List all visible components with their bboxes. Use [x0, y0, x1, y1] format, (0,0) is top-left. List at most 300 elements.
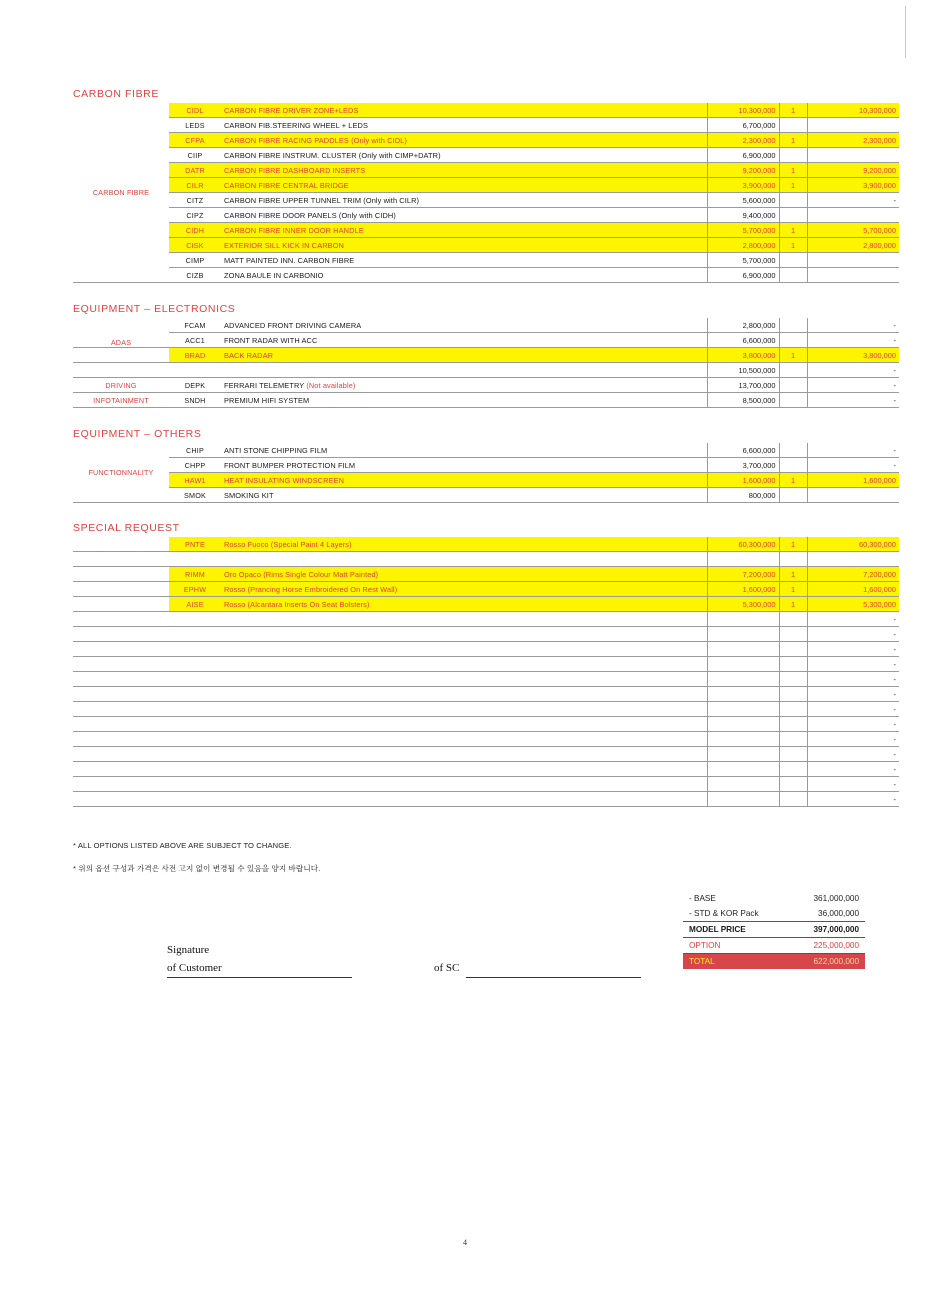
summary-value: 225,000,000 — [790, 938, 865, 954]
option-price — [707, 792, 779, 807]
option-price — [707, 627, 779, 642]
option-price: 6,600,000 — [707, 333, 779, 348]
option-price: 3,800,000 — [707, 348, 779, 363]
option-qty — [779, 612, 807, 627]
option-qty — [779, 777, 807, 792]
option-total: - — [807, 458, 899, 473]
option-price: 9,400,000 — [707, 208, 779, 223]
table-row[interactable] — [73, 612, 899, 627]
table-row[interactable] — [73, 687, 899, 702]
option-desc — [221, 552, 707, 567]
group-label-empty — [73, 363, 169, 378]
option-code: HAW1 — [169, 473, 221, 488]
option-desc — [221, 627, 707, 642]
option-price — [707, 762, 779, 777]
signature-line-customer[interactable] — [167, 977, 352, 978]
options-table-special-request — [73, 537, 899, 807]
option-qty — [779, 443, 807, 458]
option-price: 5,700,000 — [707, 253, 779, 268]
group-label-empty — [73, 612, 169, 627]
option-qty — [779, 363, 807, 378]
option-desc — [221, 732, 707, 747]
option-price — [707, 687, 779, 702]
option-total: 9,200,000 — [807, 163, 899, 178]
group-label-empty — [73, 552, 169, 567]
table-row[interactable] — [73, 223, 899, 238]
option-price: 5,300,000 — [707, 597, 779, 612]
option-qty: 1 — [779, 567, 807, 582]
table-row[interactable] — [73, 333, 899, 348]
option-total — [807, 488, 899, 503]
option-total: - — [807, 627, 899, 642]
option-desc — [221, 363, 707, 378]
option-price — [707, 672, 779, 687]
option-price: 2,300,000 — [707, 133, 779, 148]
option-price: 5,600,000 — [707, 193, 779, 208]
table-row[interactable] — [73, 717, 899, 732]
summary-label: - BASE — [689, 894, 716, 903]
option-price: 6,600,000 — [707, 443, 779, 458]
group-label-empty — [73, 762, 169, 777]
option-qty — [779, 268, 807, 283]
option-total: - — [807, 318, 899, 333]
option-desc: Oro Opaco (Rims Single Colour Matt Painted) — [221, 567, 707, 582]
option-code — [169, 702, 221, 717]
option-total: - — [807, 672, 899, 687]
group-label-empty — [73, 702, 169, 717]
option-qty — [779, 378, 807, 393]
table-row[interactable] — [73, 148, 899, 163]
option-qty: 1 — [779, 597, 807, 612]
option-total — [807, 118, 899, 133]
section-equipment-electronics — [73, 303, 896, 408]
option-qty — [779, 642, 807, 657]
table-row[interactable] — [73, 253, 899, 268]
option-price — [707, 747, 779, 762]
table-row[interactable] — [73, 657, 899, 672]
option-total: - — [807, 717, 899, 732]
option-total: - — [807, 363, 899, 378]
option-desc: FRONT BUMPER PROTECTION FILM — [221, 458, 707, 473]
section-title-others: EQUIPMENT – OTHERS — [73, 428, 202, 440]
option-code — [169, 687, 221, 702]
option-qty — [779, 552, 807, 567]
option-price — [707, 657, 779, 672]
table-row[interactable] — [73, 208, 899, 223]
page-corner-fold — [905, 6, 920, 58]
option-total: 1,600,000 — [807, 473, 899, 488]
group-label-empty — [73, 348, 169, 363]
option-desc: MATT PAINTED INN. CARBON FIBRE — [221, 253, 707, 268]
option-qty: 1 — [779, 178, 807, 193]
table-row[interactable] — [73, 777, 899, 792]
summary-row-std-kor-pack — [683, 906, 865, 922]
option-desc: Rosso (Prancing Horse Embroidered On Rest Wall) — [221, 582, 707, 597]
option-qty — [779, 118, 807, 133]
option-desc: PREMIUM HIFI SYSTEM — [221, 393, 707, 408]
option-qty — [779, 792, 807, 807]
option-desc — [221, 792, 707, 807]
option-total: 2,300,000 — [807, 133, 899, 148]
option-price: 13,700,000 — [707, 378, 779, 393]
table-row[interactable] — [73, 443, 899, 458]
option-qty: 1 — [779, 103, 807, 118]
option-desc — [221, 378, 707, 393]
table-row[interactable] — [73, 118, 899, 133]
option-code: ACC1 — [169, 333, 221, 348]
table-row[interactable] — [73, 552, 899, 567]
group-label-driving: DRIVING — [73, 378, 169, 393]
option-total: 2,800,000 — [807, 238, 899, 253]
option-total — [807, 253, 899, 268]
option-code: PNTE — [169, 537, 221, 552]
option-price: 800,000 — [707, 488, 779, 503]
option-code — [169, 363, 221, 378]
option-code — [169, 627, 221, 642]
option-price — [707, 777, 779, 792]
option-price: 10,300,000 — [707, 103, 779, 118]
table-row[interactable] — [73, 702, 899, 717]
option-qty — [779, 253, 807, 268]
option-qty — [779, 747, 807, 762]
option-total: 10,300,000 — [807, 103, 899, 118]
option-code: AISE — [169, 597, 221, 612]
option-code — [169, 732, 221, 747]
option-desc — [221, 702, 707, 717]
group-label-empty — [73, 537, 169, 552]
option-code: SMOK — [169, 488, 221, 503]
option-qty — [779, 687, 807, 702]
option-desc: CARBON FIBRE DOOR PANELS (Only with CIDH) — [221, 208, 707, 223]
option-price — [707, 702, 779, 717]
option-code: CIZB — [169, 268, 221, 283]
option-price: 60,300,000 — [707, 537, 779, 552]
page-number: 4 — [463, 1238, 467, 1247]
option-desc: CARBON FIB.STEERING WHEEL + LEDS — [221, 118, 707, 133]
section-equipment-others — [73, 428, 896, 503]
option-code: FCAM — [169, 318, 221, 333]
option-total: - — [807, 792, 899, 807]
option-desc: HEAT INSULATING WINDSCREEN — [221, 473, 707, 488]
option-code: CISK — [169, 238, 221, 253]
option-desc — [221, 717, 707, 732]
option-qty — [779, 732, 807, 747]
option-qty: 1 — [779, 163, 807, 178]
option-code: DATR — [169, 163, 221, 178]
option-code: RIMM — [169, 567, 221, 582]
table-row[interactable] — [73, 178, 899, 193]
option-total — [807, 552, 899, 567]
option-code: CFPA — [169, 133, 221, 148]
option-qty — [779, 193, 807, 208]
group-label-carbon-fibre: CARBON FIBRE — [73, 103, 169, 283]
option-desc — [221, 777, 707, 792]
option-qty — [779, 458, 807, 473]
option-desc: SMOKING KIT — [221, 488, 707, 503]
table-row[interactable] — [73, 363, 899, 378]
table-row[interactable] — [73, 393, 899, 408]
option-price: 1,600,000 — [707, 582, 779, 597]
option-desc — [221, 687, 707, 702]
option-code — [169, 672, 221, 687]
option-desc — [221, 642, 707, 657]
option-code — [169, 762, 221, 777]
option-code: DEPK — [169, 378, 221, 393]
option-total: - — [807, 777, 899, 792]
section-carbon-fibre — [73, 88, 896, 283]
option-total — [807, 208, 899, 223]
option-price: 9,200,000 — [707, 163, 779, 178]
option-price: 6,700,000 — [707, 118, 779, 133]
option-total: - — [807, 333, 899, 348]
table-row[interactable] — [73, 732, 899, 747]
option-qty — [779, 762, 807, 777]
option-total: 60,300,000 — [807, 537, 899, 552]
option-desc: Rosso (Alcantara Inserts On Seat Bolsters) — [221, 597, 707, 612]
option-qty — [779, 148, 807, 163]
option-qty: 1 — [779, 537, 807, 552]
group-label-empty — [73, 747, 169, 762]
option-price: 6,900,000 — [707, 148, 779, 163]
option-code — [169, 777, 221, 792]
table-row[interactable] — [73, 747, 899, 762]
signature-line-sc[interactable] — [466, 977, 641, 978]
group-label-empty — [73, 672, 169, 687]
option-desc: CARBON FIBRE RACING PADDLES (Only with CIDL) — [221, 133, 707, 148]
summary-value: 397,000,000 — [790, 922, 865, 938]
table-row[interactable] — [73, 458, 899, 473]
table-row[interactable] — [73, 762, 899, 777]
option-desc — [221, 612, 707, 627]
option-desc: Rosso Fuoco (Special Paint 4 Layers) — [221, 537, 707, 552]
option-code — [169, 657, 221, 672]
option-price: 3,900,000 — [707, 178, 779, 193]
table-row[interactable] — [73, 672, 899, 687]
option-code: CIIP — [169, 148, 221, 163]
option-qty: 1 — [779, 223, 807, 238]
option-total: 3,900,000 — [807, 178, 899, 193]
option-code: SNDH — [169, 393, 221, 408]
option-desc-note: (Not available) — [306, 380, 356, 390]
summary-value: 361,000,000 — [813, 894, 859, 903]
option-qty — [779, 627, 807, 642]
option-price: 1,600,000 — [707, 473, 779, 488]
signature-label-line2: of Customer — [167, 962, 222, 974]
group-label-empty — [73, 582, 169, 597]
table-row[interactable] — [73, 597, 899, 612]
table-row[interactable] — [73, 163, 899, 178]
option-total: 5,300,000 — [807, 597, 899, 612]
option-desc: ZONA BAULE IN CARBONIO — [221, 268, 707, 283]
option-total: - — [807, 747, 899, 762]
summary-row-option — [683, 938, 865, 954]
group-label-empty — [73, 627, 169, 642]
option-total: - — [807, 702, 899, 717]
option-price — [707, 732, 779, 747]
option-qty — [779, 393, 807, 408]
option-desc: CARBON FIBRE INSTRUM. CLUSTER (Only with CIMP+DATR) — [221, 148, 707, 163]
group-label-empty — [73, 597, 169, 612]
options-table-carbon-fibre — [73, 103, 899, 283]
table-row[interactable] — [73, 133, 899, 148]
option-desc-text: FERRARI TELEMETRY — [224, 380, 305, 390]
option-code — [169, 642, 221, 657]
option-total: 1,600,000 — [807, 582, 899, 597]
group-label-infotainment: INFOTAINMENT — [73, 393, 169, 408]
option-total: - — [807, 642, 899, 657]
summary-label: - STD & KOR Pack — [689, 909, 759, 918]
note-options-subject-to-change: * ALL OPTIONS LISTED ABOVE ARE SUBJECT TO CHANGE. — [73, 841, 292, 850]
price-summary-table — [683, 891, 865, 969]
option-code: CIPZ — [169, 208, 221, 223]
summary-label: MODEL PRICE — [683, 922, 790, 938]
signature-label-line1: Signature — [167, 944, 210, 956]
option-total: - — [807, 612, 899, 627]
group-label-empty — [73, 792, 169, 807]
table-row[interactable] — [73, 537, 899, 552]
option-code: CIMP — [169, 253, 221, 268]
option-code: EPHW — [169, 582, 221, 597]
group-label-empty — [73, 777, 169, 792]
option-qty — [779, 702, 807, 717]
option-code — [169, 717, 221, 732]
option-qty: 1 — [779, 473, 807, 488]
option-desc: CARBON FIBRE INNER DOOR HANDLE — [221, 223, 707, 238]
option-qty — [779, 318, 807, 333]
summary-row-base — [683, 891, 865, 906]
option-qty — [779, 717, 807, 732]
summary-label: TOTAL — [683, 954, 790, 970]
section-title-carbon-fibre: CARBON FIBRE — [73, 88, 159, 100]
summary-row-model-price — [683, 922, 865, 938]
group-label-empty — [73, 687, 169, 702]
option-price: 3,700,000 — [707, 458, 779, 473]
table-row[interactable] — [73, 473, 899, 488]
option-qty: 1 — [779, 582, 807, 597]
summary-value: 622,000,000 — [790, 954, 865, 970]
option-qty — [779, 208, 807, 223]
option-code — [169, 747, 221, 762]
table-row[interactable] — [73, 268, 899, 283]
option-code: BRAD — [169, 348, 221, 363]
option-qty: 1 — [779, 348, 807, 363]
option-price — [707, 612, 779, 627]
group-label-empty — [73, 567, 169, 582]
option-price: 2,800,000 — [707, 238, 779, 253]
option-code: CIDL — [169, 103, 221, 118]
option-qty — [779, 488, 807, 503]
option-desc: FRONT RADAR WITH ACC — [221, 333, 707, 348]
section-special-request — [73, 522, 896, 807]
option-qty — [779, 672, 807, 687]
table-row[interactable] — [73, 627, 899, 642]
option-price — [707, 552, 779, 567]
option-desc — [221, 747, 707, 762]
summary-value: 36,000,000 — [818, 909, 859, 918]
table-row[interactable] — [73, 193, 899, 208]
option-qty: 1 — [779, 133, 807, 148]
option-price: 5,700,000 — [707, 223, 779, 238]
option-total: - — [807, 393, 899, 408]
option-price — [707, 717, 779, 732]
group-label-empty — [73, 732, 169, 747]
option-total: 3,800,000 — [807, 348, 899, 363]
option-qty — [779, 333, 807, 348]
option-desc: CARBON FIBRE CENTRAL BRIDGE — [221, 178, 707, 193]
option-desc: BACK RADAR — [221, 348, 707, 363]
signature-label-sc: of SC — [434, 962, 460, 974]
group-label-empty — [73, 642, 169, 657]
option-desc: CARBON FIBRE UPPER TUNNEL TRIM (Only with CILR) — [221, 193, 707, 208]
group-label-functionnality: FUNCTIONNALITY — [73, 443, 169, 503]
table-row[interactable] — [73, 582, 899, 597]
option-desc: ANTI STONE CHIPPING FILM — [221, 443, 707, 458]
option-qty: 1 — [779, 238, 807, 253]
option-desc: EXTERIOR SILL KICK IN CARBON — [221, 238, 707, 253]
option-desc — [221, 762, 707, 777]
option-code: CITZ — [169, 193, 221, 208]
table-row[interactable] — [73, 488, 899, 503]
option-code — [169, 792, 221, 807]
option-total — [807, 148, 899, 163]
option-total: - — [807, 193, 899, 208]
option-total: 7,200,000 — [807, 567, 899, 582]
option-price: 10,500,000 — [707, 363, 779, 378]
table-row[interactable] — [73, 318, 899, 333]
option-desc: CARBON FIBRE DRIVER ZONE+LEDS — [221, 103, 707, 118]
option-total: - — [807, 687, 899, 702]
option-total: - — [807, 762, 899, 777]
option-desc: ADVANCED FRONT DRIVING CAMERA — [221, 318, 707, 333]
table-row[interactable] — [73, 378, 899, 393]
option-price — [707, 642, 779, 657]
option-total: - — [807, 378, 899, 393]
option-price: 8,500,000 — [707, 393, 779, 408]
table-row[interactable] — [73, 103, 899, 118]
option-qty — [779, 657, 807, 672]
option-desc: CARBON FIBRE DASHBOARD INSERTS — [221, 163, 707, 178]
option-total: - — [807, 657, 899, 672]
note-korean: * 위의 옵션 구성과 가격은 사전 고지 없이 변경될 수 있음을 양지 바랍니다. — [73, 864, 321, 873]
option-total: - — [807, 732, 899, 747]
group-label-adas: ADAS — [73, 318, 169, 348]
option-code — [169, 552, 221, 567]
group-label-empty — [73, 717, 169, 732]
summary-label: OPTION — [683, 938, 790, 954]
table-row[interactable] — [73, 642, 899, 657]
options-table-others — [73, 443, 899, 503]
table-row[interactable] — [73, 567, 899, 582]
option-price: 6,900,000 — [707, 268, 779, 283]
option-price: 7,200,000 — [707, 567, 779, 582]
section-title-special-request: SPECIAL REQUEST — [73, 522, 180, 534]
table-row[interactable] — [73, 792, 899, 807]
table-row[interactable] — [73, 348, 899, 363]
option-code: CHIP — [169, 443, 221, 458]
option-code: CILR — [169, 178, 221, 193]
group-label-empty — [73, 657, 169, 672]
option-code: LEDS — [169, 118, 221, 133]
table-row[interactable] — [73, 238, 899, 253]
option-total: 5,700,000 — [807, 223, 899, 238]
options-table-electronics — [73, 318, 899, 408]
option-price: 2,800,000 — [707, 318, 779, 333]
option-desc — [221, 672, 707, 687]
option-total — [807, 268, 899, 283]
option-code — [169, 612, 221, 627]
option-code: CIDH — [169, 223, 221, 238]
section-title-electronics: EQUIPMENT – ELECTRONICS — [73, 303, 236, 315]
